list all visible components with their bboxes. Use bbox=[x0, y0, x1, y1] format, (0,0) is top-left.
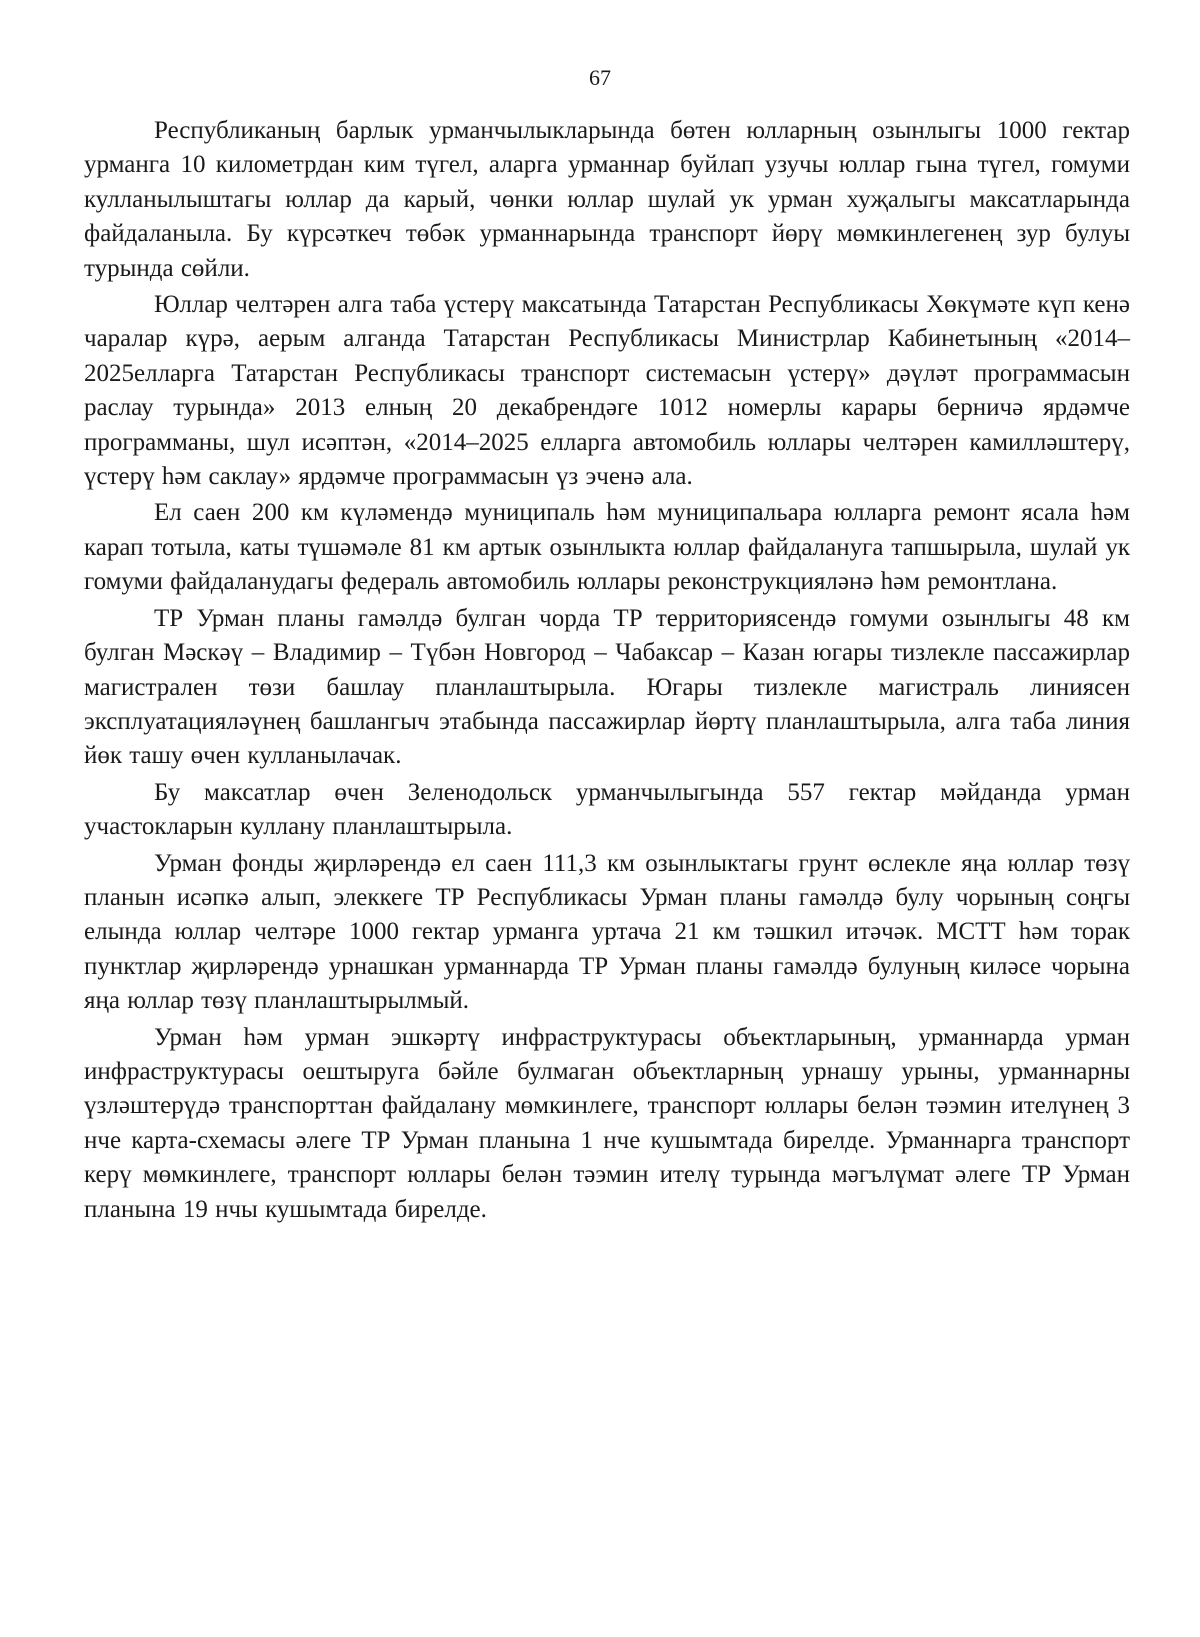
paragraph-zelenodolsk-forestry: Бу максатлар өчен Зеленодольск урманчылыгында 557 гектар мәйданда урман участокларын куллану планлаштырыла. bbox=[84, 778, 1130, 841]
paragraph-new-roads-plan: Урман фонды җирләрендә ел саен 111,3 км озынлыктагы грунт өслекле яңа юллар төзү планын исәпкә алып, элеккеге ТР Республикасы Урман планы гамәлдә булу чорының соңгы елында юллар челтәре 1000 гектар урманга уртача 21 км тәшкил итәчәк. МСТТ һәм торак пунктлар җирләрендә урнашкан урманнарда ТР Урман планы гамәлдә булуның киләсе чорына яңа юллар төзү планлаштырылмый. bbox=[84, 849, 1130, 1015]
paragraph-high-speed-railway: ТР Урман планы гамәлдә булган чорда ТР территориясендә гомуми озынлыгы 48 км булган Мәскәү – Владимир – Түбән Новгород – Чабаксар – Казан югары тизлекле пассажирлар магистрален төзи башлау планлаштырыла. Югары тизлекле магистраль линиясен эксплуатацияләүнең башлангыч этабында пассажирлар йөртү планлаштырыла, алга таба линия йөк ташу өчен кулланылачак. bbox=[84, 604, 1130, 770]
paragraph-road-repair: Ел саен 200 км күләмендә муниципаль һәм муниципальара юлларга ремонт ясала һәм карап тотыла, каты түшәмәле 81 км артык озынлыкта юллар файдалануга тапшырыла, шулай ук гомуми файдаланудагы федераль автомобиль юллары реконструкцияләнә һәм ремонтлана. bbox=[84, 499, 1130, 596]
paragraph-road-density: Республиканың барлык урманчылыкларында бөтен юлларның озынлыгы 1000 гектар урманга 10 километрдан ким түгел, аларга урманнар буйлап узучы юллар гына түгел, гомуми кулланылыштагы юллар да карый, чөнки юллар шулай ук урман хуҗалыгы максатларында файдаланыла. Бу күрсәткеч төбәк урманнарында транспорт йөрү мөмкинлегенең зур булуы турында сөйли. bbox=[84, 117, 1130, 282]
page-number: 67 bbox=[589, 65, 611, 90]
body-text bbox=[84, 114, 1130, 1229]
paragraph-infrastructure-appendix: Урман һәм урман эшкәртү инфраструктурасы объектларының, урманнарда урман инфраструктурасы оештыруга бәйле булмаган объектларның урнашу урыны, урманнарны үзләштерүдә транспорттан файдалану мөмкинлеге, транспорт юллары белән тәэмин ителүнең 3 нче карта-схемасы әлеге ТР Урман планына 1 нче кушымтада бирелде. Урманнарга транспорт керү мөмкинлеге, транспорт юллары белән тәэмин ителү турында мәгълүмат әлеге ТР Урман планына 19 нчы кушымтада бирелде. bbox=[84, 1023, 1130, 1223]
paragraph-road-network-program: Юллар челтәрен алга таба үстерү максатында Татарстан Республикасы Хөкүмәте күп кенә чаралар күрә, аерым алганда Татарстан Республикасы Министрлар Кабинетының «2014–2025елларга Татарстан Республикасы транспорт системасын үстерү» дәүләт программасын раслау турында» 2013 елның 20 декабрендәге 1012 номерлы карары берничә ярдәмче программаны, шул исәптән, «2014–2025 елларга автомобиль юллары челтәрен камилләштерү, үстерү һәм саклау» ярдәмче программасын үз эченә ала. bbox=[84, 291, 1130, 491]
